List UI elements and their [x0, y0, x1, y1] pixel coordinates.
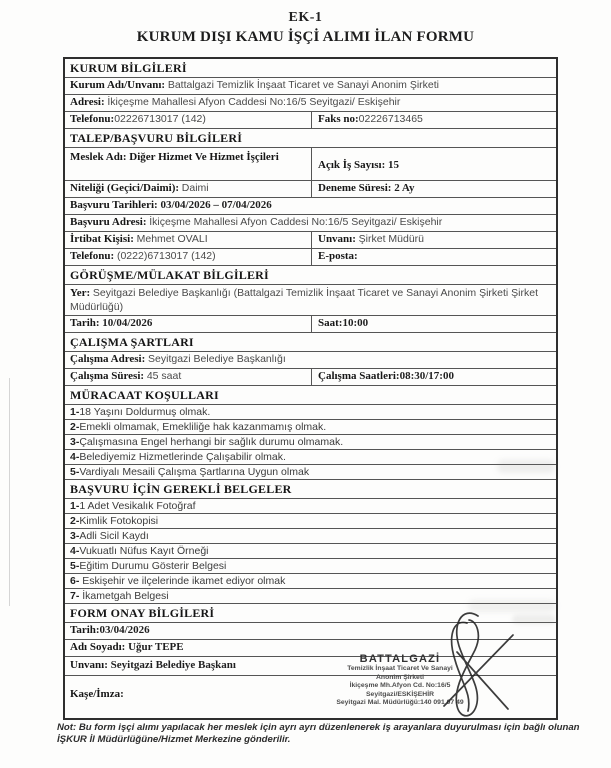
scan-smudge — [468, 600, 556, 612]
belge-5-num: 5- — [70, 560, 80, 572]
stamp-line-2: Anonim Şirketi — [376, 673, 424, 681]
field-niteligi — [65, 181, 312, 197]
belge-2-num: 2- — [70, 515, 80, 527]
field-mulakat-tarih-value: 10/04/2026 — [102, 317, 153, 329]
footer-note-text: Bu form işçi alımı yapılacak her meslek için ayrı ayrı düzenlenerek iş arayanlara duyurulması için bağlı olunan İŞKUR İl Müdürlüğüne/Hizmet Merkezine gönderilir. — [57, 722, 580, 745]
kosul-5-text: Vardiyalı Mesaili Çalışma Şartlarına Uygun olmak — [79, 466, 310, 478]
field-basvuru-tarihleri-label: Başvuru Tarihleri: — [70, 199, 158, 211]
field-irtibat-kisisi — [65, 232, 312, 248]
list-item-belge-3 — [65, 529, 556, 544]
kosul-3-num: 3- — [70, 436, 80, 448]
field-telefonu — [65, 112, 312, 128]
kosul-3-text: Çalışmasına Engel herhangi bir sağlık durumu olmamak. — [79, 436, 344, 448]
field-adresi-value: İkiçeşme Mahallesi Afyon Caddesi No:16/5 Seyitgazi/ Eskişehir — [107, 96, 401, 108]
belge-3-text: Adli Sicil Kaydı — [79, 530, 149, 542]
field-onay-unvan — [65, 657, 556, 676]
field-calisma-adresi-value: Seyitgazi Belediye Başkanlığı — [148, 353, 286, 365]
field-calisma-suresi-value: 45 saat — [146, 370, 182, 382]
field-onay-tarih-label: Tarih: — [70, 624, 100, 636]
row-irtibat-unvan — [65, 232, 556, 249]
field-calisma-saatleri — [312, 369, 556, 385]
field-calisma-suresi — [65, 369, 312, 385]
list-item-kosul-1 — [65, 405, 556, 420]
belge-4-num: 4- — [70, 545, 80, 557]
field-kurum-adi — [65, 78, 556, 95]
row-niteligi-deneme — [65, 181, 556, 198]
list-item-kosul-5 — [65, 465, 556, 480]
field-eposta — [312, 249, 556, 265]
kosul-5-num: 5- — [70, 466, 80, 478]
row-telefon-eposta — [65, 249, 556, 266]
field-adresi-label: Adresi: — [70, 96, 105, 108]
field-telefon-talep-value: (0222)6713017 (142) — [116, 250, 216, 262]
field-deneme-value: 2 Ay — [394, 182, 415, 194]
list-item-kosul-3 — [65, 435, 556, 450]
field-mulakat-saat-value: 10:00 — [342, 317, 369, 329]
field-calisma-saatleri-value: 08:30/17:00 — [399, 370, 454, 382]
list-item-belge-6 — [65, 574, 556, 589]
section-gorusme-mulakat: GÖRÜŞME/MÜLAKAT BİLGİLERİ — [65, 266, 556, 285]
field-unvan-talep — [312, 232, 556, 248]
section-gerekli-belgeler: BAŞVURU İÇİN GEREKLİ BELGELER — [65, 480, 556, 499]
field-onay-unvan-value: Seyitgazi Belediye Başkanı — [110, 659, 236, 671]
section-form-onay: FORM ONAY BİLGİLERİ — [65, 604, 556, 623]
belge-5-text: Eğitim Durumu Gösterir Belgesi — [79, 560, 227, 572]
field-irtibat-label: İrtibat Kişisi: — [70, 233, 134, 245]
scan-smudge — [512, 615, 556, 624]
belge-3-num: 3- — [70, 530, 80, 542]
field-onay-tarih — [65, 623, 556, 640]
field-mulakat-saat-label: Saat: — [318, 317, 343, 329]
kosul-1-num: 1- — [70, 406, 80, 418]
row-sure-saatler — [65, 369, 556, 386]
list-item-belge-5 — [65, 559, 556, 574]
list-item-belge-1 — [65, 499, 556, 514]
field-basvuru-tarihleri-value: 03/04/2026 – 07/04/2026 — [160, 199, 272, 211]
field-unvan-talep-label: Unvanı: — [318, 233, 356, 245]
list-item-kosul-4 — [65, 450, 556, 465]
field-basvuru-tarihleri — [65, 198, 556, 215]
field-mulakat-tarih — [65, 316, 312, 332]
field-acik-is-label: Açık İş Sayısı: — [318, 158, 386, 171]
kosul-4-num: 4- — [70, 451, 80, 463]
form-table — [63, 57, 558, 720]
field-kurum-adi-label: Kurum Adı/Unvanı: — [70, 79, 166, 91]
stamp-line-5: Seyitgazi Mal. Müdürlüğü:140 091 07 49 — [336, 699, 464, 707]
kosul-2-text: Emekli olmamak, Emekliliğe hak kazanmamış olmak. — [79, 421, 327, 433]
scan-smudge — [497, 460, 555, 473]
list-item-belge-2 — [65, 514, 556, 529]
footer-note-label: Not: — [57, 722, 77, 733]
field-acik-is-sayisi — [312, 148, 556, 180]
stamp-line-4: Seyitgazi/ESKİŞEHİR — [366, 690, 434, 698]
section-calisma-sartlari: ÇALIŞMA ŞARTLARI — [65, 333, 556, 352]
field-calisma-adresi — [65, 352, 556, 369]
field-adi-soyadi-value: Uğur TEPE — [128, 641, 184, 653]
section-talep-basvuru: TALEP/BAŞVURU BİLGİLERİ — [65, 129, 556, 148]
field-telefonu-label: Telefonu: — [70, 113, 115, 125]
field-deneme-suresi — [312, 181, 556, 197]
field-basvuru-adresi — [65, 215, 556, 232]
list-item-belge-4 — [65, 544, 556, 559]
field-calisma-adresi-label: Çalışma Adresi: — [70, 353, 146, 365]
field-adi-soyadi-label: Adı Soyadı: — [70, 641, 126, 653]
field-telefon-talep-label: Telefonu: — [70, 250, 115, 262]
field-adi-soyadi — [65, 640, 556, 657]
footer-note — [57, 722, 597, 745]
belge-6-text: Eskişehir ve ilçelerinde ikamet ediyor olmak — [79, 575, 286, 587]
field-faks — [312, 112, 556, 128]
belge-4-text: Vukuatlı Nüfus Kayıt Örneği — [79, 545, 209, 557]
belge-7-num: 7- — [70, 590, 80, 602]
field-meslek-adi-value: Diğer Hizmet Ve Hizmet İşçileri — [129, 151, 279, 163]
field-kase-imza — [65, 673, 556, 718]
field-irtibat-value: Mehmet OVALI — [136, 233, 208, 245]
field-basvuru-adresi-value: İkiçeşme Mahallesi Afyon Caddesi No:16/5 Seyitgazi/ Eskişehir — [149, 216, 443, 228]
belge-2-text: Kimlik Fotokopisi — [79, 515, 159, 527]
list-item-kosul-2 — [65, 420, 556, 435]
field-calisma-suresi-label: Çalışma Süresi: — [70, 370, 145, 382]
field-yer-value: Seyitgazi Belediye Başkanlığı (Battalgazi Temizlik İnşaat Ticaret ve Sanayi Anonim Şirketi Şirket Müdürlüğü) — [70, 287, 539, 313]
section-kurum-bilgileri: KURUM BİLGİLERİ — [65, 59, 556, 78]
field-mulakat-saat — [312, 316, 556, 332]
belge-1-num: 1- — [70, 500, 80, 512]
field-yer — [65, 285, 556, 316]
field-kase-imza-label: Kaşe/İmza: — [70, 688, 124, 700]
field-meslek-adi — [65, 148, 312, 180]
section-muracaat-kosullari: MÜRACAAT KOŞULLARI — [65, 386, 556, 405]
stamp-line-3: İkiçeşme Mh.Afyon Cd. No:16/5 — [349, 682, 451, 690]
field-deneme-label: Deneme Süresi: — [318, 182, 392, 194]
field-mulakat-tarih-label: Tarih: — [70, 317, 100, 329]
ek-label: EK-1 — [288, 10, 323, 25]
field-eposta-label: E-posta: — [318, 250, 358, 262]
stamp-company-name: BATTALGAZİ — [359, 653, 441, 665]
field-onay-unvan-label: Unvanı: — [70, 659, 108, 671]
field-kurum-adi-value: Battalgazi Temizlik İnşaat Ticaret ve Sanayi Anonim Şirketi — [167, 79, 439, 91]
field-faks-value: 02226713465 — [358, 113, 423, 125]
row-tarih-saat — [65, 316, 556, 333]
document-header — [0, 10, 611, 46]
stamp-line-1: Temizlik İnşaat Ticaret Ve Sanayi — [347, 665, 453, 672]
belge-6-num: 6- — [70, 575, 80, 587]
field-niteligi-label: Niteliği (Geçici/Daimi): — [70, 182, 180, 194]
field-telefonu-value: 02226713017 (142) — [114, 113, 206, 125]
field-adresi — [65, 95, 556, 112]
field-onay-tarih-value: 03/04/2026 — [99, 624, 150, 636]
belge-7-text: İkametgah Belgesi — [79, 590, 169, 602]
kosul-1-text: 18 Yaşını Doldurmuş olmak. — [79, 406, 211, 418]
field-meslek-adi-label: Meslek Adı: — [70, 151, 127, 163]
belge-1-text: 1 Adet Vesikalık Fotoğraf — [79, 500, 196, 512]
field-basvuru-adresi-label: Başvuru Adresi: — [70, 216, 147, 228]
field-faks-label: Faks no: — [318, 113, 359, 125]
scan-edge-artifact — [9, 378, 10, 606]
kosul-4-text: Belediyemiz Hizmetlerinde Çalışabilir olmak. — [79, 451, 286, 463]
field-unvan-talep-value: Şirket Müdürü — [358, 233, 425, 245]
row-telefon-faks — [65, 112, 556, 129]
field-niteligi-value: Daimi — [181, 182, 209, 194]
field-telefon-talep — [65, 249, 312, 265]
page-title: KURUM DIŞI KAMU İŞÇİ ALIMI İLAN FORMU — [136, 29, 475, 45]
kosul-2-num: 2- — [70, 421, 80, 433]
field-calisma-saatleri-label: Çalışma Saatleri: — [318, 370, 400, 382]
field-yer-label: Yer: — [70, 287, 91, 299]
field-acik-is-value: 15 — [388, 158, 399, 171]
row-meslek-acikis — [65, 148, 556, 181]
